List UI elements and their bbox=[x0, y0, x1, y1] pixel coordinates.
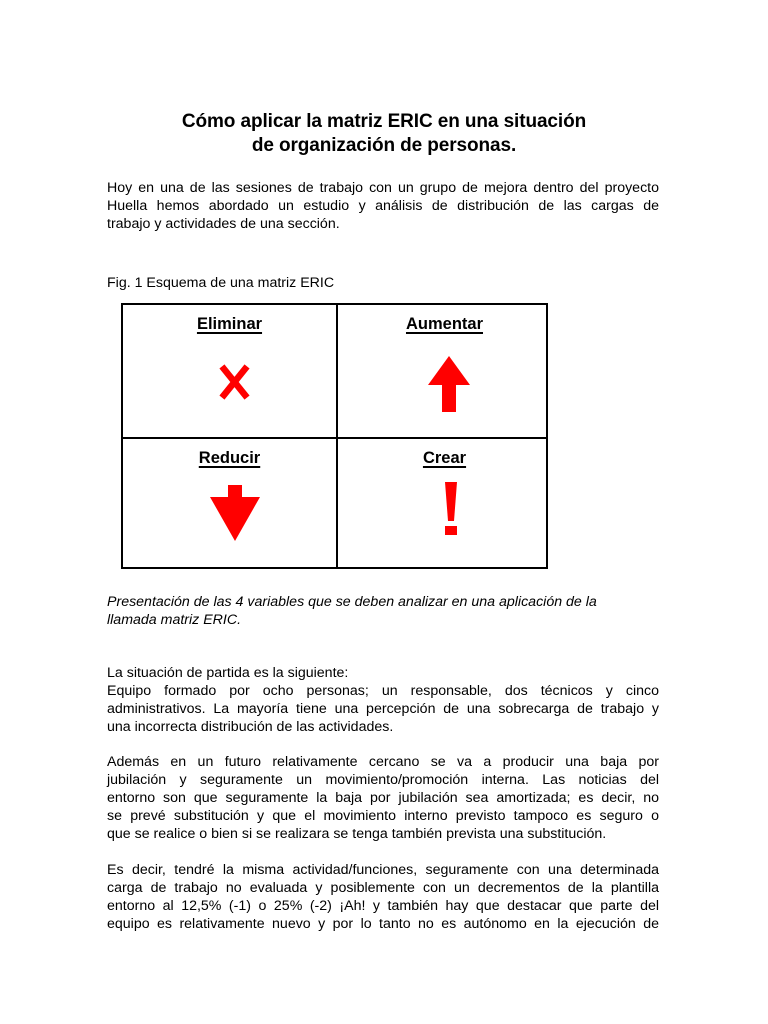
paragraph-line: administrativos. La mayoría tiene una percepción de una sobrecarga de trabajo y bbox=[107, 701, 659, 717]
paragraph-line: una incorrecta distribución de las actividades. bbox=[107, 719, 394, 735]
paragraph-line: se prevé substitución y que el movimiento interno previsto tampoco es seguro o bbox=[107, 808, 659, 824]
intro-line: Hoy en una de las sesiones de trabajo con un grupo de mejora dentro del proyecto bbox=[107, 180, 659, 196]
body-paragraph-1 bbox=[107, 664, 659, 736]
paragraph-line: jubilación y seguramente un movimiento/promoción interna. Las noticias del bbox=[107, 772, 659, 788]
arrow-down-icon bbox=[123, 439, 336, 569]
paragraph-line: Además en un futuro relativamente cercano se va a producir una baja por bbox=[107, 754, 659, 770]
reducir-label: Reducir bbox=[198, 449, 261, 467]
x-mark-icon bbox=[123, 305, 336, 437]
figure-description-line: llamada matriz ERIC. bbox=[107, 612, 242, 628]
document-title-line-2: de organización de personas. bbox=[251, 135, 517, 156]
matrix-cell-reducir bbox=[123, 439, 336, 571]
aumentar-label: Aumentar bbox=[405, 315, 483, 333]
exclamation-icon bbox=[338, 439, 551, 569]
intro-line: trabajo y actividades de una sección. bbox=[107, 216, 340, 232]
figure-description bbox=[107, 593, 659, 629]
figure-caption: Fig. 1 Esquema de una matriz ERIC bbox=[107, 275, 335, 291]
eric-matrix bbox=[121, 303, 548, 569]
paragraph-line: Es decir, tendré la misma actividad/funciones, seguramente con una determinada bbox=[107, 862, 659, 878]
paragraph-line: entorno son que seguramente la baja por jubilación sea amortizada; es decir, no bbox=[107, 790, 659, 806]
body-paragraph-2 bbox=[107, 753, 659, 843]
body-paragraph-3 bbox=[107, 861, 659, 933]
matrix-cell-aumentar bbox=[338, 305, 551, 437]
paragraph-line: equipo es relativamente nuevo y por lo tanto no es autónomo en la ejecución de bbox=[107, 916, 659, 932]
matrix-cell-crear bbox=[338, 439, 551, 571]
intro-paragraph bbox=[107, 179, 659, 233]
arrow-up-icon bbox=[338, 305, 551, 437]
paragraph-line: que se realice o bien si se realizara se tenga también prevista una substitución. bbox=[107, 826, 607, 842]
paragraph-line: carga de trabajo no evaluada y posiblemente con un decrementos de la plantilla bbox=[107, 880, 659, 896]
figure-description-line: Presentación de las 4 variables que se deben analizar en una aplicación de la bbox=[107, 594, 597, 610]
crear-label: Crear bbox=[422, 449, 467, 467]
eliminar-label: Eliminar bbox=[196, 315, 263, 333]
matrix-cell-eliminar bbox=[123, 305, 336, 437]
paragraph-line: La situación de partida es la siguiente: bbox=[107, 665, 349, 681]
document-title-line-1: Cómo aplicar la matriz ERIC en una situación bbox=[181, 111, 587, 132]
paragraph-line: entorno al 12,5% (-1) o 25% (-2) ¡Ah! y también hay que destacar que parte del bbox=[107, 898, 659, 914]
paragraph-line: Equipo formado por ocho personas; un responsable, dos técnicos y cinco bbox=[107, 683, 659, 699]
intro-line: Huella hemos abordado un estudio y análisis de distribución de las cargas de bbox=[107, 198, 659, 214]
